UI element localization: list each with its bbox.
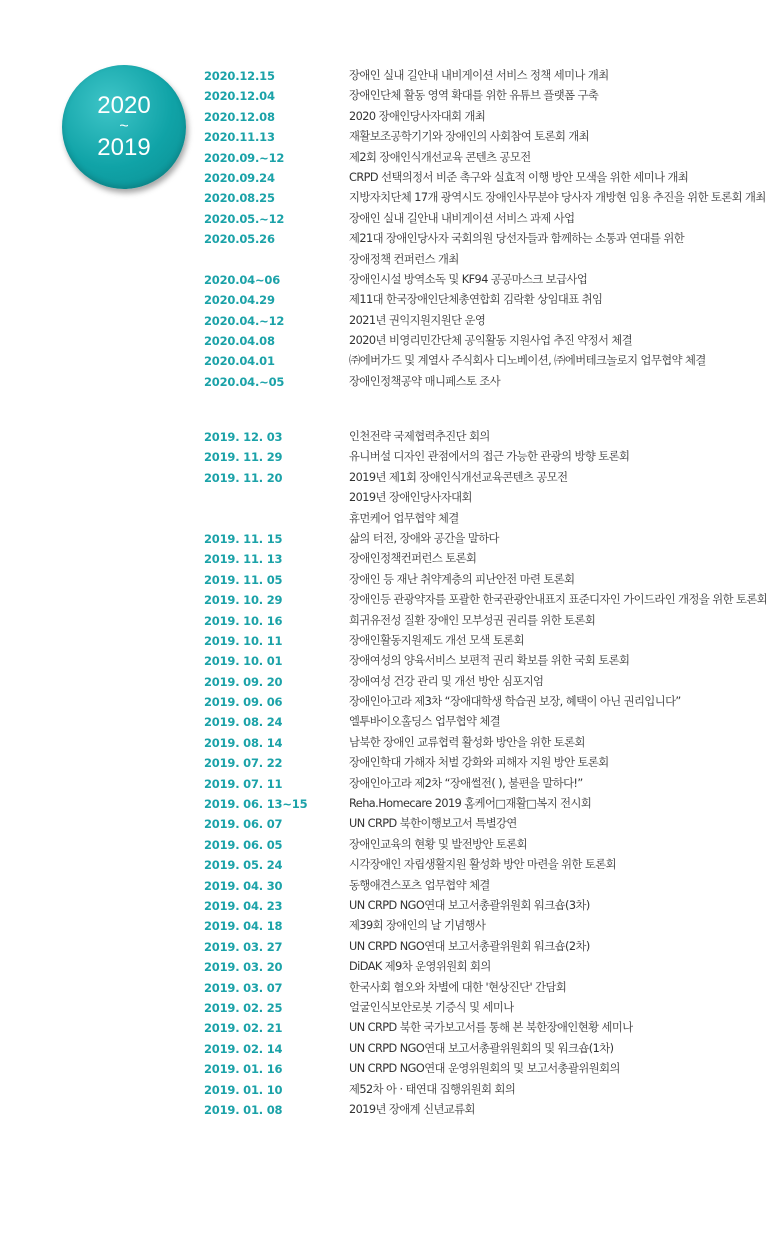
timeline-row [0,672,780,692]
event-date: 2019. 02. 14 [204,1041,283,1056]
timeline-row [0,916,780,936]
timeline-row [0,86,780,106]
timeline-row [0,876,780,896]
event-description: 장애인교육의 현황 및 발전방안 토론회 [349,837,527,851]
event-description: 얼굴인식보안로봇 기증식 및 세미나 [349,1000,514,1014]
timeline-row [0,427,780,447]
event-description: ㈜에버가드 및 계열사 주식회사 디노베이션, ㈜에버테크놀로지 업무협약 체결 [349,354,706,368]
event-date: 2020.11.13 [204,130,275,145]
timeline-row [0,835,780,855]
timeline-row [0,570,780,590]
event-date: 2019. 06. 05 [204,837,283,852]
timeline-row [0,331,780,351]
event-date: 2020.04.~05 [204,374,285,389]
event-date: 2019. 08. 24 [204,715,283,730]
event-description: 제21대 장애인당사자 국회의원 당선자들과 함께하는 소통과 연대를 위한 [349,232,685,246]
event-date: 2019. 09. 20 [204,674,283,689]
event-date: 2019. 07. 11 [204,776,283,791]
timeline-row [0,733,780,753]
event-date: 2020.04.29 [204,293,275,308]
event-description: 장애여성의 양육서비스 보편적 권리 확보를 위한 국회 토론회 [349,654,630,668]
event-date: 2019. 11. 20 [204,470,283,485]
event-date: 2019. 09. 06 [204,695,283,710]
event-description: UN CRPD NGO연대 보고서총괄위원회 워크숍(3차) [349,898,590,912]
event-description: 장애인등 관광약자를 포괄한 한국관광안내표지 표준디자인 가이드라인 개정을 위한 토론회 [349,593,768,607]
timeline-row [0,998,780,1018]
timeline-row [0,774,780,794]
event-description: 장애인정책컨퍼런스 토론회 [349,552,477,566]
event-date: 2020.09.24 [204,170,275,185]
timeline-row [0,712,780,732]
timeline-row [0,107,780,127]
event-description: 인천전략 국제협력추진단 회의 [349,430,490,443]
event-description: UN CRPD NGO연대 보고서총괄위원회 워크숍(2차) [349,939,590,953]
timeline-section-2019 [0,427,780,1120]
event-description: 장애인활동지원제도 개선 모색 토론회 [349,633,524,647]
event-date: 2019. 11. 13 [204,552,283,567]
event-date: 2019. 01. 10 [204,1082,283,1097]
timeline-row [0,1100,780,1120]
event-description: 장애인 등 재난 취약계층의 피난안전 마련 토론회 [349,572,575,586]
timeline-row [0,250,780,270]
event-date: 2019. 04. 23 [204,898,283,913]
event-date: 2019. 03. 07 [204,980,283,995]
timeline-row [0,651,780,671]
event-date: 2019. 05. 24 [204,858,283,873]
event-description: 장애여성 건강 관리 및 개선 방안 심포지엄 [349,674,544,688]
event-description: UN CRPD 북한 국가보고서를 통해 본 북한장애인현황 세미나 [349,1021,633,1035]
event-description: UN CRPD NGO연대 보고서총괄위원회의 및 워크숍(1차) [349,1041,614,1055]
timeline-row [0,692,780,712]
timeline-row [0,270,780,290]
event-description: 장애정책 컨퍼런스 개최 [349,252,459,266]
event-date: 2019. 12. 03 [204,430,283,444]
event-date: 2019. 04. 30 [204,878,283,893]
event-date: 2019. 10. 16 [204,613,283,628]
event-date: 2020.08.25 [204,191,275,206]
event-date: 2019. 11. 15 [204,531,283,546]
timeline-row [0,509,780,529]
timeline-row [0,549,780,569]
timeline-row [0,855,780,875]
event-description: 2021년 권익지원지원단 운영 [349,313,486,327]
timeline-row [0,753,780,773]
event-date: 2020.05.26 [204,232,275,247]
event-description: 장애인학대 가해자 처벌 강화와 피해자 지원 방안 토론회 [349,756,609,770]
event-date: 2020.04.~12 [204,313,285,328]
timeline-row [0,351,780,371]
event-date: 2020.12.15 [204,69,275,83]
event-description: 제39회 장애인의 날 기념행사 [349,919,486,933]
event-date: 2019. 02. 21 [204,1021,283,1036]
timeline-row [0,290,780,310]
event-description: 장애인정책공약 매니페스토 조사 [349,374,501,388]
event-date: 2019. 11. 29 [204,450,283,465]
event-description: 장애인아고라 제3차 “장애대학생 학습권 보장, 혜택이 아닌 권리입니다” [349,695,681,709]
badge-year-top: 2020 [97,92,151,119]
timeline-row [0,1080,780,1100]
timeline-row [0,209,780,229]
timeline-row [0,937,780,957]
event-date: 2020.09.~12 [204,150,285,165]
event-date: 2020.12.08 [204,109,275,124]
badge-year-bottom: 2019 [97,134,151,161]
event-date: 2019. 07. 22 [204,756,283,771]
timeline-row [0,148,780,168]
event-date: 2020.12.04 [204,89,275,104]
event-date: 2019. 10. 01 [204,654,283,669]
event-description: 동행애견스포츠 업무협약 체결 [349,878,490,892]
event-description: 제52차 아 · 태연대 집행위원회 회의 [349,1082,516,1096]
timeline-row [0,66,780,86]
event-description: 삶의 터전, 장애와 공간을 말하다 [349,531,499,545]
event-description: 2019년 제1회 장애인식개선교육콘텐츠 공모전 [349,470,568,484]
event-description: 장애인시설 방역소독 및 KF94 공공마스크 보급사업 [349,272,588,286]
event-description: 2020 장애인당사자대회 개최 [349,109,486,123]
event-date: 2019. 06. 13~15 [204,797,308,812]
event-description: 휴먼케어 업무협약 체결 [349,511,459,525]
event-description: 지방자치단체 17개 광역시도 장애인사무분야 당사자 개방현 임용 추진을 위한 토론회 개최 [349,191,766,205]
event-date: 2020.04.08 [204,334,275,349]
event-description: 2019년 장애계 신년교류회 [349,1102,475,1116]
timeline-row [0,590,780,610]
event-date: 2020.04.01 [204,354,275,369]
timeline-row [0,957,780,977]
badge-separator: ~ [119,118,129,135]
timeline-row [0,814,780,834]
timeline-row [0,311,780,331]
event-date: 2019. 10. 11 [204,633,283,648]
event-description: 2019년 장애인당사자대회 [349,491,472,505]
event-description: 제2회 장애인식개선교육 콘텐츠 공모전 [349,150,531,164]
timeline-row [0,631,780,651]
event-description: 재활보조공학기기와 장애인의 사회참여 토론회 개최 [349,130,590,144]
timeline-row [0,529,780,549]
timeline-row [0,127,780,147]
timeline-section-2020 [0,66,780,392]
event-description: CRPD 선택의정서 비준 촉구와 실효적 이행 방안 모색을 위한 세미나 개최 [349,170,689,184]
event-description: 장애인 실내 길안내 내비게이션 서비스 정책 세미나 개최 [349,69,609,82]
timeline-row [0,1039,780,1059]
timeline-row [0,229,780,249]
timeline-row [0,1059,780,1079]
event-description: UN CRPD 북한이행보고서 특별강연 [349,817,517,831]
event-date: 2019. 03. 27 [204,939,283,954]
timeline-row [0,794,780,814]
event-date: 2019. 01. 08 [204,1102,283,1117]
timeline-row [0,896,780,916]
event-date: 2019. 06. 07 [204,817,283,832]
timeline-row [0,168,780,188]
timeline-row [0,611,780,631]
timeline-row [0,1018,780,1038]
event-date: 2019. 04. 18 [204,919,283,934]
event-date: 2019. 11. 05 [204,572,283,587]
event-date: 2020.05.~12 [204,211,285,226]
timeline-row [0,468,780,488]
event-description: 유니버설 디자인 관점에서의 접근 가능한 관광의 방향 토론회 [349,450,630,464]
event-description: 장애인 실내 길안내 내비게이션 서비스 과제 사업 [349,211,575,225]
event-description: DiDAK 제9차 운영위원회 회의 [349,960,491,974]
event-date: 2019. 10. 29 [204,593,283,608]
event-description: 엘투바이오홀딩스 업무협약 체결 [349,715,501,729]
event-description: 희귀유전성 질환 장애인 모부성권 권리를 위한 토론회 [349,613,596,627]
event-description: 한국사회 혐오와 차별에 대한 '현상진단' 간담회 [349,980,567,994]
timeline-row [0,978,780,998]
event-date: 2019. 01. 16 [204,1062,283,1077]
event-description: 시각장애인 자립생활지원 활성화 방안 마련을 위한 토론회 [349,858,616,872]
event-description: 장애인단체 활동 영역 확대를 위한 유튜브 플랫폼 구축 [349,89,599,103]
event-description: UN CRPD NGO연대 운영위원회의 및 보고서총괄위원회의 [349,1062,620,1076]
event-description: 남북한 장애인 교류협력 활성화 방안을 위한 토론회 [349,735,585,749]
event-date: 2019. 03. 20 [204,960,283,975]
event-date: 2019. 02. 25 [204,1000,283,1015]
timeline-row [0,372,780,392]
event-date: 2020.04~06 [204,272,281,287]
event-description: 2020년 비영리민간단체 공익활동 지원사업 추진 약정서 체결 [349,334,633,348]
event-description: 제11대 한국장애인단체총연합회 김락환 상임대표 취임 [349,293,603,307]
timeline-row [0,447,780,467]
event-description: Reha.Homecare 2019 홈케어□재활□복지 전시회 [349,797,592,811]
timeline-row [0,188,780,208]
event-description: 장애인아고라 제2차 “장애썰전( ), 불편을 말하다!” [349,776,583,790]
timeline-row [0,488,780,508]
event-date: 2019. 08. 14 [204,735,283,750]
